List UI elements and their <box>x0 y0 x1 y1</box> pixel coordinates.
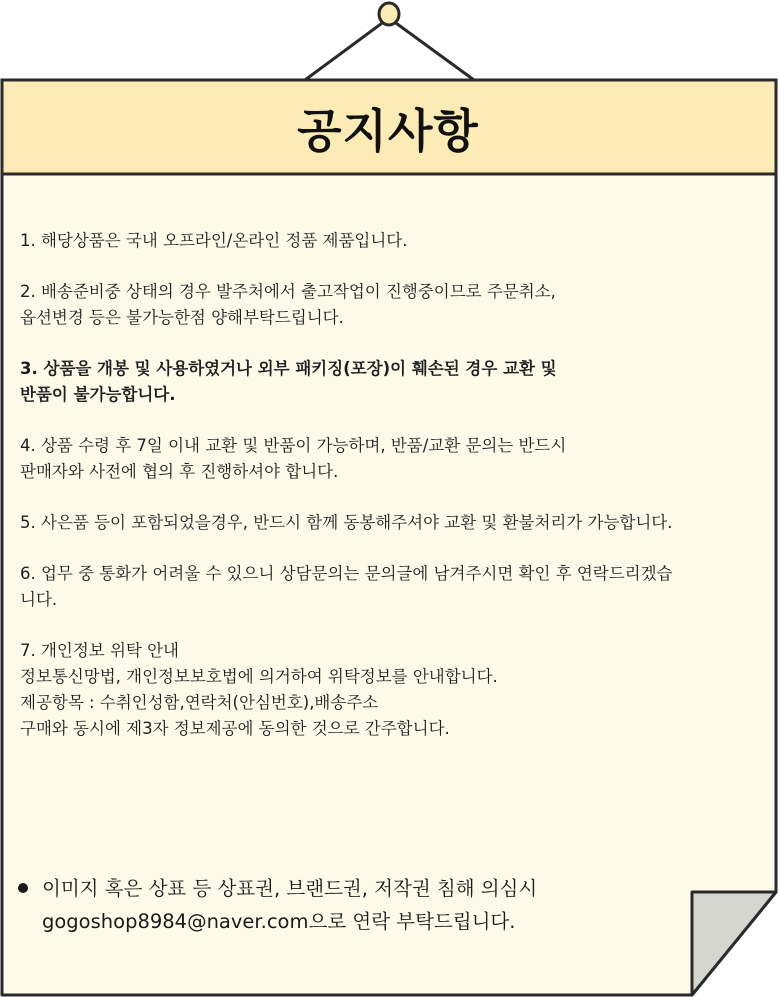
bullet-icon <box>18 883 28 893</box>
notice-item-6 <box>20 561 760 613</box>
notice-item-line: 구매와 동시에 제3자 정보제공에 동의한 것으로 간주합니다. <box>20 719 450 738</box>
notice-item-7 <box>20 638 760 742</box>
notice-item-line: 1. 해당상품은 국내 오프라인/온라인 정품 제품입니다. <box>20 231 408 250</box>
notice-header <box>2 82 774 174</box>
contact-line-1: 이미지 혹은 상표 등 상표권, 브랜드권, 저작권 침해 의심시 <box>42 877 538 900</box>
page-title: 공지사항 <box>297 104 479 158</box>
contact-line-2: gogoshop8984@naver.com으로 연락 부탁드립니다. <box>42 910 516 933</box>
notice-item-5 <box>20 510 760 536</box>
notice-body <box>20 228 760 767</box>
notice-item-line: 7. 개인정보 위탁 안내 <box>20 641 179 660</box>
notice-item-line: 판매자와 사전에 협의 후 진행하셔야 합니다. <box>20 462 339 481</box>
notice-item-line: 4. 상품 수령 후 7일 이내 교환 및 반품이 가능하며, 반품/교환 문의는 반드시 <box>20 436 567 455</box>
notice-item-2 <box>20 279 760 331</box>
notice-item-1 <box>20 228 760 254</box>
notice-item-line: 니다. <box>20 590 58 609</box>
notice-item-line: 3. 상품을 개봉 및 사용하였거나 외부 패키징(포장)이 훼손된 경우 교환 및 <box>20 359 557 378</box>
contact-text <box>42 872 537 938</box>
notice-item-line: 제공항목 : 수취인성함,연락처(안심번호),배송주소 <box>20 693 379 712</box>
notice-item-line: 반품이 불가능합니다. <box>20 385 176 404</box>
folded-corner <box>692 892 776 995</box>
notice-item-line: 2. 배송준비중 상태의 경우 발주처에서 출고작업이 진행중이므로 주문취소, <box>20 282 556 301</box>
notice-item-line: 정보통신망법, 개인정보보호법에 의거하여 위탁정보를 안내합니다. <box>20 667 498 686</box>
notice-item-line: 옵션변경 등은 불가능한점 양해부탁드립니다. <box>20 308 344 327</box>
notice-item-line: 5. 사은품 등이 포함되었을경우, 반드시 함께 동봉해주셔야 교환 및 환불처리가 가능합니다. <box>20 513 673 532</box>
notice-item-4 <box>20 433 760 485</box>
contact-notice <box>18 872 698 938</box>
notice-item-3 <box>20 356 760 408</box>
notice-item-line: 6. 업무 중 통화가 어려울 수 있으니 상담문의는 문의글에 남겨주시면 확인 후 연락드리겠습 <box>20 564 673 583</box>
